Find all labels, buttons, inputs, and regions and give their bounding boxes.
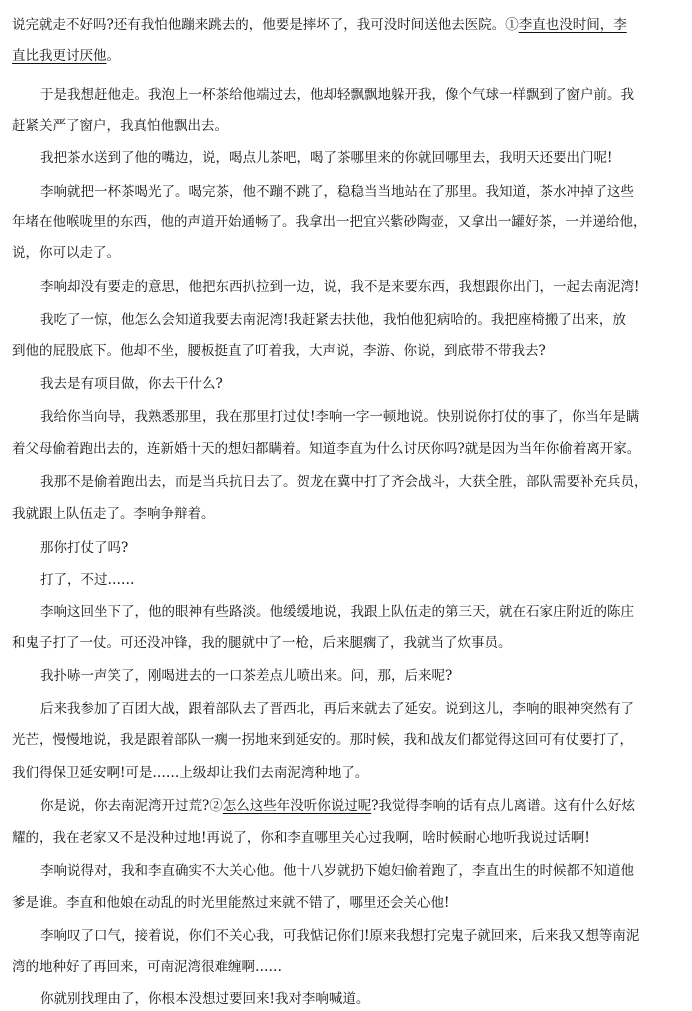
- text-line: 到他的屁股底下。他却不坐，腰板挺直了叮着我，大声说，李游、你说，到底带不带我去?: [12, 343, 546, 359]
- text-line: 赶紧关严了窗户，我真怕他飘出去。: [12, 118, 228, 134]
- text-line: 着父母偷着跑出去的，连新婚十天的想妇都瞒着。知道李直为什么讨厌你吗?就是因为当年你偷着离开家。: [12, 441, 641, 457]
- text-line: 我去是有项目做，你去干什么?: [40, 376, 223, 392]
- text-line: 李响就把一杯茶喝光了。喝完茶，他不蹦不跳了，稳稳当当地站在了那里。我知道，茶水冲掉了这些: [40, 184, 634, 200]
- text-line: 打了，不过……: [40, 572, 135, 588]
- text-line: 直比我更讨厌他。: [12, 48, 120, 64]
- underlined-phrase-1: 李直也没时间，李: [518, 17, 627, 33]
- text-line: 湾的地种好了再回来，可南泥湾很难缠啊……: [12, 959, 282, 975]
- text-line: 李响这回坐下了，他的眼神有些路淡。他缓缓地说，我跟上队伍走的第三天，就在石家庄附近的陈庄: [40, 604, 634, 620]
- underlined-phrase-1: 直比我更讨厌他: [12, 48, 107, 64]
- text-line: 我们得保卫延安啊!可是……上级却让我们去南泥湾种地了。: [12, 765, 369, 781]
- text-line: 光芒，慢慢地说，我是跟着部队一瘸一拐地来到延安的。那时候，我和战友们都觉得这回可有仗要打了，: [12, 732, 633, 748]
- text-line: 你就别找理由了，你根本没想过要回来!我对李响喊道。: [40, 991, 370, 1007]
- text-line: 我扑哧一声笑了，刚喝进去的一口茶差点儿喷出来。问，那，后来呢?: [40, 668, 453, 684]
- text-line: 李响说得对，我和李直确实不大关心他。他十八岁就扔下媳妇偷着跑了，李直出生的时候都不知道他: [40, 863, 634, 879]
- text-line: 爹是谁。李直和他娘在动乱的时光里能熬过来就不错了，哪里还会关心他!: [12, 895, 450, 911]
- text-line: 我那不是偷着跑出去，而是当兵抗日去了。贺龙在冀中打了齐会战斗，大获全胜，部队需要补充兵员，: [40, 474, 648, 490]
- text-line: 你是说，你去南泥湾开过荒?②怎么这些年没听你说过呢?我觉得李响的话有点儿离谱。这有什么好炫: [40, 798, 635, 814]
- text-line: 于是我想赶他走。我泡上一杯茶给他端过去，他却轻飘飘地躲开我，像个气球一样飘到了窗户前。我: [40, 87, 634, 103]
- text-line: 我把茶水送到了他的嘴边，说，喝点儿茶吧，喝了茶哪里来的你就回哪里去，我明天还要出门呢!: [40, 150, 613, 166]
- text-line: 和鬼子打了一仗。可还没冲锋，我的腿就中了一枪，后来腿瘸了，我就当了炊事员。: [12, 635, 512, 651]
- text-line: 后来我参加了百团大战，跟着部队去了晋西北，再后来就去了延安。说到这儿，李响的眼神突然有了: [40, 701, 634, 717]
- text-line: 我吃了一惊，他怎么会知道我要去南泥湾!我赶紧去扶他，我怕他犯病哈的。我把座椅搬了出来，放: [40, 312, 626, 328]
- text-line: 说完就走不好吗?还有我怕他蹦来跳去的，他要是摔坏了，我可没时间送他去医院。①李直也没时间，李: [12, 17, 627, 33]
- text-line: 年堵在他喉咙里的东西，他的声道开始通畅了。我拿出一把宜兴紫砂陶壶，又拿出一罐好茶，一并递给他，: [12, 214, 647, 230]
- text-line: 我给你当向导，我熟悉那里，我在那里打过仗!李响一字一顿地说。快别说你打仗的事了，你当年是瞒: [40, 409, 640, 425]
- text-line: 李响却没有要走的意思，他把东西扒拉到一边，说，我不是来要东西，我想跟你出门，一起去南泥湾!: [40, 279, 640, 295]
- text-line: 李响叹了口气，接着说，你们不关心我，可我惦记你们!原来我想打完鬼子就回来，后来我又想等南泥: [40, 928, 640, 944]
- text-line: 耀的，我在老家又不是没种过地!再说了，你和李直哪里关心过我啊，啥时候耐心地听我说过话啊!: [12, 830, 590, 846]
- text-line: 说，你可以走了。: [12, 245, 120, 261]
- text-line: 我就跟上队伍走了。李响争辩着。: [12, 506, 215, 522]
- underlined-phrase-2: 怎么这些年没听你说过呢: [222, 798, 372, 814]
- text-line: 那你打仗了吗?: [40, 540, 129, 556]
